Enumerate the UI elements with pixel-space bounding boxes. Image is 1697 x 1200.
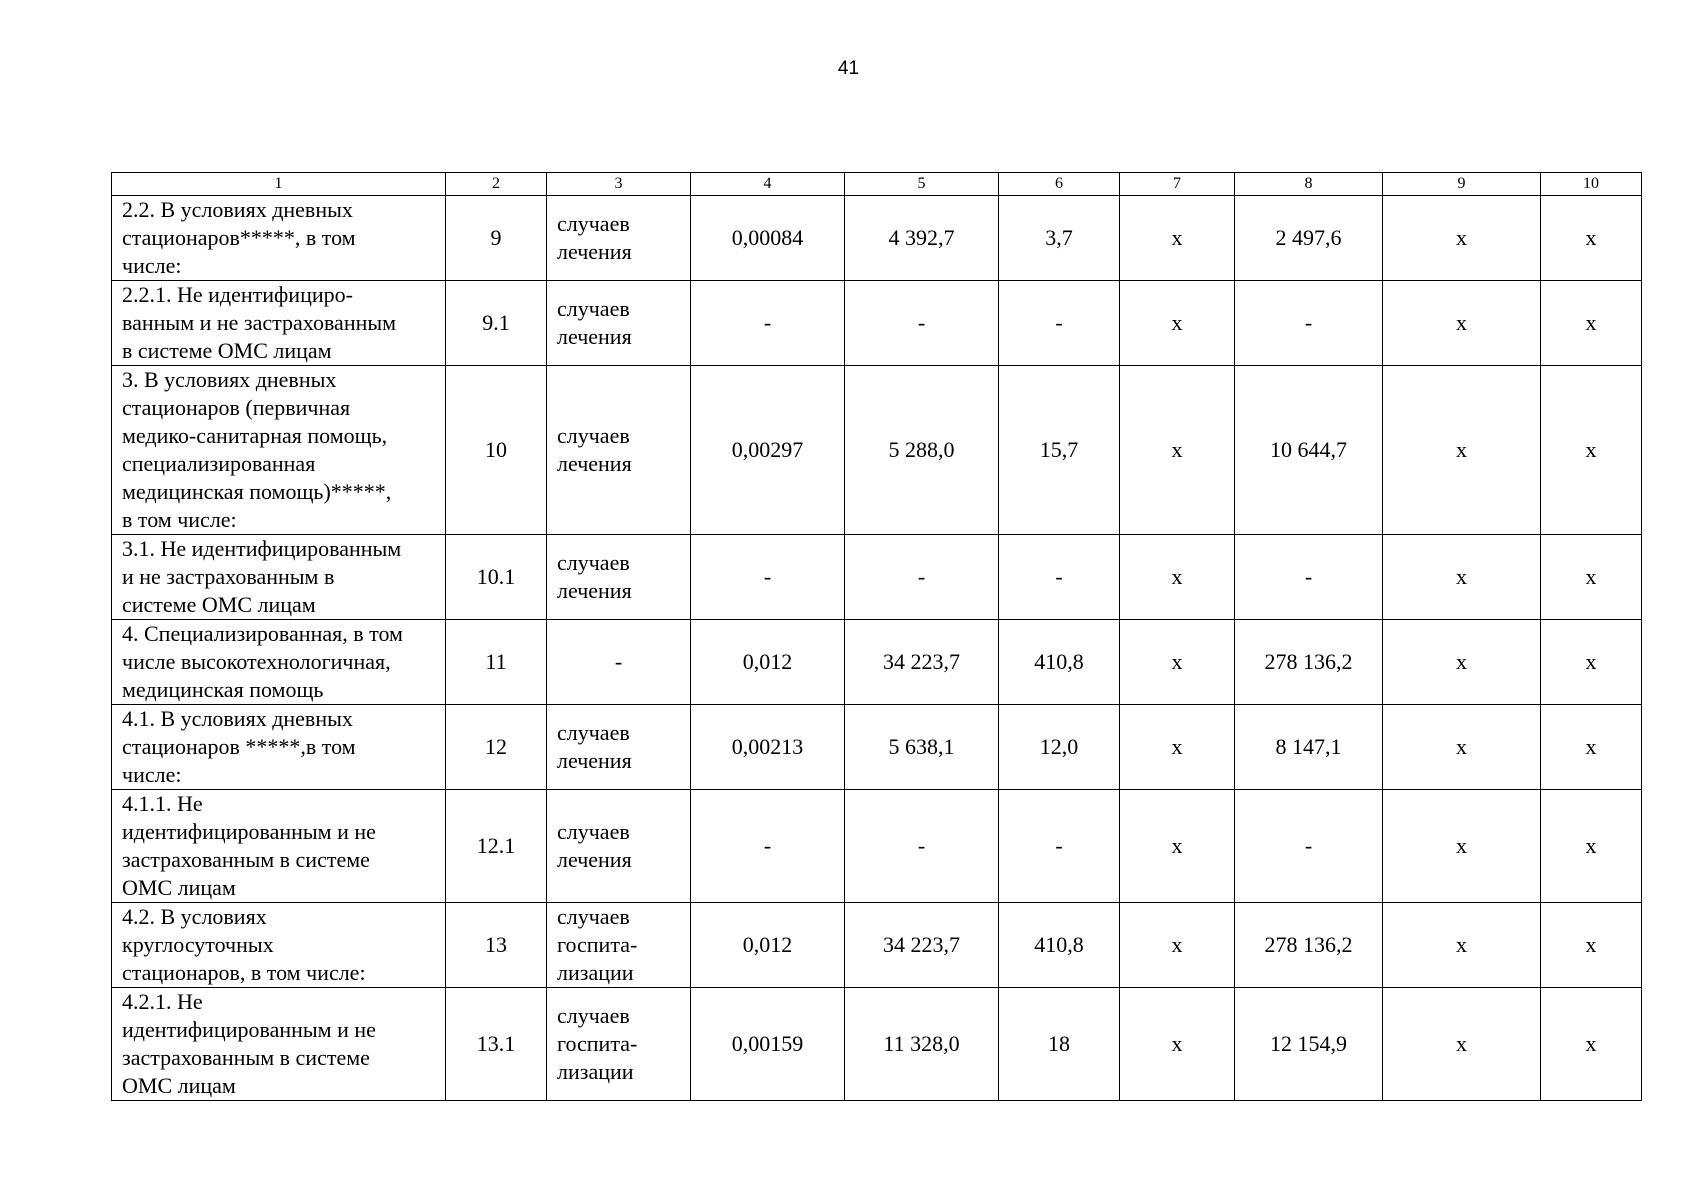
value-cell: x <box>1120 988 1235 1101</box>
row-name-line: 2.2. В условиях дневных <box>122 197 353 222</box>
header-cell: 9 <box>1383 173 1541 196</box>
value-cell: 278 136,2 <box>1235 903 1383 988</box>
unit-line: лечения <box>557 239 632 264</box>
unit-line: случаев <box>557 819 630 844</box>
unit-cell <box>547 705 691 790</box>
header-cell: 8 <box>1235 173 1383 196</box>
table-row <box>112 903 1642 988</box>
value-cell: x <box>1541 988 1642 1101</box>
row-name-line: 4.2. В условиях <box>122 904 267 929</box>
value-cell: - <box>691 535 845 620</box>
row-name-line: медицинская помощь)*****, <box>122 479 392 504</box>
value-cell: - <box>1235 281 1383 366</box>
value-cell: x <box>1383 903 1541 988</box>
value-cell: x <box>1383 620 1541 705</box>
unit-cell <box>547 281 691 366</box>
unit-line: случаев <box>557 211 630 236</box>
value-cell: 0,012 <box>691 903 845 988</box>
value-cell: 12,0 <box>999 705 1120 790</box>
unit-line: случаев <box>557 550 630 575</box>
value-cell: - <box>845 790 999 903</box>
value-cell: x <box>1120 903 1235 988</box>
value-cell: - <box>999 790 1120 903</box>
table-row <box>112 790 1642 903</box>
value-cell: - <box>691 281 845 366</box>
value-cell: 0,00213 <box>691 705 845 790</box>
unit-line: госпита- <box>557 932 638 957</box>
value-cell: x <box>1541 366 1642 535</box>
value-cell: 9 <box>446 196 547 281</box>
value-cell: 5 288,0 <box>845 366 999 535</box>
unit-cell <box>547 535 691 620</box>
unit-line: - <box>614 649 623 674</box>
value-cell: x <box>1383 988 1541 1101</box>
value-cell: x <box>1541 196 1642 281</box>
row-name-line: в том числе: <box>122 507 237 532</box>
table-row <box>112 366 1642 535</box>
row-name-line: и не застрахованным в <box>122 564 335 589</box>
header-cell: 10 <box>1541 173 1642 196</box>
row-name-line: числе высокотехнологичная, <box>122 649 391 674</box>
unit-line: случаев <box>557 720 630 745</box>
row-name-cell <box>112 705 446 790</box>
row-name-line: медицинская помощь <box>122 677 324 702</box>
table-row <box>112 535 1642 620</box>
value-cell: - <box>999 281 1120 366</box>
unit-cell <box>547 988 691 1101</box>
row-name-line: круглосуточных <box>122 932 274 957</box>
row-name-line: 3.1. Не идентифицированным <box>122 536 402 561</box>
unit-line: случаев <box>557 1003 630 1028</box>
value-cell: 278 136,2 <box>1235 620 1383 705</box>
value-cell: 18 <box>999 988 1120 1101</box>
value-cell: 12 <box>446 705 547 790</box>
unit-line: лечения <box>557 748 632 773</box>
row-name-line: числе: <box>122 253 182 278</box>
row-name-line: стационаров, в том числе: <box>122 960 366 985</box>
unit-line: лизации <box>557 960 634 985</box>
unit-line: госпита- <box>557 1031 638 1056</box>
value-cell: 5 638,1 <box>845 705 999 790</box>
unit-cell <box>547 790 691 903</box>
value-cell: x <box>1541 790 1642 903</box>
value-cell: x <box>1383 705 1541 790</box>
row-name-line: стационаров*****, в том <box>122 225 356 250</box>
row-name-line: застрахованным в системе <box>122 847 370 872</box>
value-cell: x <box>1120 705 1235 790</box>
row-name-line: идентифицированным и не <box>122 819 376 844</box>
header-cell: 1 <box>112 173 446 196</box>
value-cell: 13 <box>446 903 547 988</box>
row-name-line: 2.2.1. Не идентифициро- <box>122 282 353 307</box>
unit-line: случаев <box>557 904 630 929</box>
value-cell: x <box>1383 281 1541 366</box>
row-name-line: 4.1.1. Не <box>122 791 203 816</box>
value-cell: x <box>1383 196 1541 281</box>
value-cell: 4 392,7 <box>845 196 999 281</box>
value-cell: 0,012 <box>691 620 845 705</box>
unit-line: случаев <box>557 423 630 448</box>
row-name-line: в системе ОМС лицам <box>122 338 332 363</box>
page-number: 41 <box>837 58 860 79</box>
header-row <box>112 173 1642 196</box>
header-cell: 3 <box>547 173 691 196</box>
value-cell: 10 <box>446 366 547 535</box>
header-cell: 6 <box>999 173 1120 196</box>
value-cell: x <box>1541 281 1642 366</box>
value-cell: 410,8 <box>999 903 1120 988</box>
value-cell: x <box>1120 281 1235 366</box>
row-name-line: 4. Специализированная, в том <box>122 621 403 646</box>
row-name-line: 4.2.1. Не <box>122 989 203 1014</box>
value-cell: - <box>691 790 845 903</box>
value-cell: 11 328,0 <box>845 988 999 1101</box>
value-cell: - <box>1235 790 1383 903</box>
row-name-line: медико-санитарная помощь, <box>122 423 388 448</box>
row-name-cell <box>112 281 446 366</box>
value-cell: 34 223,7 <box>845 620 999 705</box>
row-name-cell <box>112 620 446 705</box>
value-cell: 2 497,6 <box>1235 196 1383 281</box>
row-name-line: 3. В условиях дневных <box>122 367 337 392</box>
value-cell: 0,00297 <box>691 366 845 535</box>
value-cell: x <box>1383 790 1541 903</box>
value-cell: 9.1 <box>446 281 547 366</box>
row-name-line: 4.1. В условиях дневных <box>122 706 353 731</box>
row-name-cell <box>112 535 446 620</box>
unit-cell <box>547 620 691 705</box>
value-cell: - <box>845 535 999 620</box>
value-cell: - <box>1235 535 1383 620</box>
unit-cell <box>547 366 691 535</box>
unit-line: лизации <box>557 1059 634 1084</box>
value-cell: 12 154,9 <box>1235 988 1383 1101</box>
value-cell: 3,7 <box>999 196 1120 281</box>
value-cell: x <box>1120 790 1235 903</box>
header-cell: 2 <box>446 173 547 196</box>
unit-line: лечения <box>557 847 632 872</box>
value-cell: 0,00084 <box>691 196 845 281</box>
value-cell: x <box>1120 620 1235 705</box>
row-name-line: ОМС лицам <box>122 1073 236 1098</box>
value-cell: - <box>845 281 999 366</box>
row-name-line: стационаров (первичная <box>122 395 351 420</box>
value-cell: x <box>1541 903 1642 988</box>
header-cell: 5 <box>845 173 999 196</box>
value-cell: 11 <box>446 620 547 705</box>
value-cell: x <box>1541 535 1642 620</box>
unit-cell <box>547 903 691 988</box>
row-name-cell <box>112 988 446 1101</box>
table-row <box>112 196 1642 281</box>
value-cell: - <box>999 535 1120 620</box>
row-name-cell <box>112 366 446 535</box>
unit-line: лечения <box>557 324 632 349</box>
value-cell: 410,8 <box>999 620 1120 705</box>
value-cell: x <box>1120 366 1235 535</box>
value-cell: 8 147,1 <box>1235 705 1383 790</box>
unit-line: лечения <box>557 578 632 603</box>
row-name-line: числе: <box>122 762 182 787</box>
row-name-cell <box>112 790 446 903</box>
row-name-line: системе ОМС лицам <box>122 592 316 617</box>
row-name-line: стационаров *****,в том <box>122 734 356 759</box>
unit-line: случаев <box>557 296 630 321</box>
value-cell: x <box>1541 620 1642 705</box>
row-name-line: ванным и не застрахованным <box>122 310 397 335</box>
value-cell: 15,7 <box>999 366 1120 535</box>
table-row <box>112 281 1642 366</box>
value-cell: x <box>1541 705 1642 790</box>
value-cell: 12.1 <box>446 790 547 903</box>
value-cell: x <box>1120 535 1235 620</box>
unit-cell <box>547 196 691 281</box>
row-name-cell <box>112 196 446 281</box>
value-cell: 10.1 <box>446 535 547 620</box>
header-cell: 7 <box>1120 173 1235 196</box>
value-cell: 10 644,7 <box>1235 366 1383 535</box>
value-cell: 34 223,7 <box>845 903 999 988</box>
unit-line: лечения <box>557 451 632 476</box>
row-name-line: идентифицированным и не <box>122 1017 376 1042</box>
header-cell: 4 <box>691 173 845 196</box>
value-cell: x <box>1120 196 1235 281</box>
value-cell: x <box>1383 366 1541 535</box>
table-row <box>112 988 1642 1101</box>
row-name-cell <box>112 903 446 988</box>
row-name-line: застрахованным в системе <box>122 1045 370 1070</box>
table-row <box>112 620 1642 705</box>
value-cell: x <box>1383 535 1541 620</box>
value-cell: 13.1 <box>446 988 547 1101</box>
table-row <box>112 705 1642 790</box>
row-name-line: ОМС лицам <box>122 875 236 900</box>
data-table <box>111 172 1642 1101</box>
row-name-line: специализированная <box>122 451 316 476</box>
value-cell: 0,00159 <box>691 988 845 1101</box>
